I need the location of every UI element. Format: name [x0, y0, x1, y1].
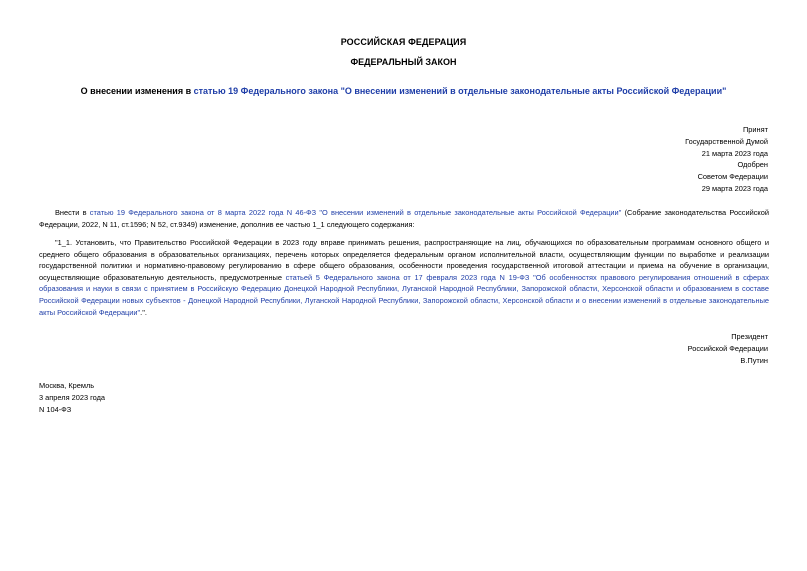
- adopted-by: Государственной Думой: [685, 136, 768, 146]
- signature-block: [688, 331, 768, 366]
- para1-law-link[interactable]: статью 19 Федерального закона от 8 марта 2022 года N 46-ФЗ "О внесении изменений в отдельные законодательные акты Российской Федерации": [89, 208, 622, 217]
- signature-country: Российской Федерации: [687, 343, 768, 353]
- signature-name: В.Путин: [740, 355, 768, 365]
- adoption-block: [685, 124, 768, 195]
- approved-date: 29 марта 2023 года: [701, 183, 768, 193]
- adopted-date: 21 марта 2023 года: [701, 148, 768, 158]
- paragraph-amendment: [39, 207, 769, 230]
- para2-text: "1_1. Установить, что Правительство Российской Федерации в 2023 году вправе принимать решения, распространяющие на лиц, обучающихся по образовательным программам основного общего и среднего общего образования в образовательных организациях, перечень которых определяется федеральным органом исполнительной власти, осуществляющим функции по выработке и реализации государственной политики и нормативно-правовому регулированию в сфере общего образования, особенности проведения государственной итоговой аттестации и приема на обучение в организации, осуществляющие образовательную деятельность, предусмотренные: [39, 238, 769, 282]
- paragraph-part-1-1: [39, 237, 769, 318]
- law-title-link[interactable]: статью 19 Федерального закона "О внесении изменений в отдельные законодательные акты Российской Федерации": [193, 86, 727, 96]
- signature-title: Президент: [731, 332, 768, 341]
- para1-prefix: Внести в: [55, 208, 90, 217]
- place-date-block: [39, 380, 105, 415]
- law-type-heading: ФЕДЕРАЛЬНЫЙ ЗАКОН: [350, 57, 457, 67]
- country-heading: РОССИЙСКАЯ ФЕДЕРАЦИЯ: [340, 37, 467, 47]
- place-date: 3 апреля 2023 года: [39, 392, 106, 402]
- para2-law-link[interactable]: статьей 5 Федерального закона от 17 февраля 2023 года N 19-ФЗ "Об особенностях правового регулирования отношений в сферах образования и науки в связи с принятием в Российскую Федерацию Донецкой Народной Республики, Луганской Народной Республики, Запорожской области, Херсонской области и образованием в составе Российской Федерации новых субъектов - Донецкой Народной Республики, Луганской Народной Республики, Запорожской области, Херсонской области и о внесении изменений в отдельные законодательные акты Российской Федерации": [39, 272, 769, 317]
- para1-rest: (Собрание законодательства Российской Федерации, 2022, N 11, ст.1596; N 52, ст.9349) изменение, дополнив ее частью 1_1 следующего содержания:: [39, 208, 769, 229]
- law-title: [0, 86, 807, 96]
- adopted-label: Принят: [742, 125, 768, 134]
- law-title-prefix: О внесении изменения в: [80, 86, 194, 96]
- approved-by: Советом Федерации: [697, 172, 768, 182]
- law-number: N 104-ФЗ: [39, 404, 72, 414]
- place-city: Москва, Кремль: [39, 381, 95, 390]
- para2-end: .".: [140, 307, 147, 317]
- approved-label: Одобрен: [737, 160, 768, 170]
